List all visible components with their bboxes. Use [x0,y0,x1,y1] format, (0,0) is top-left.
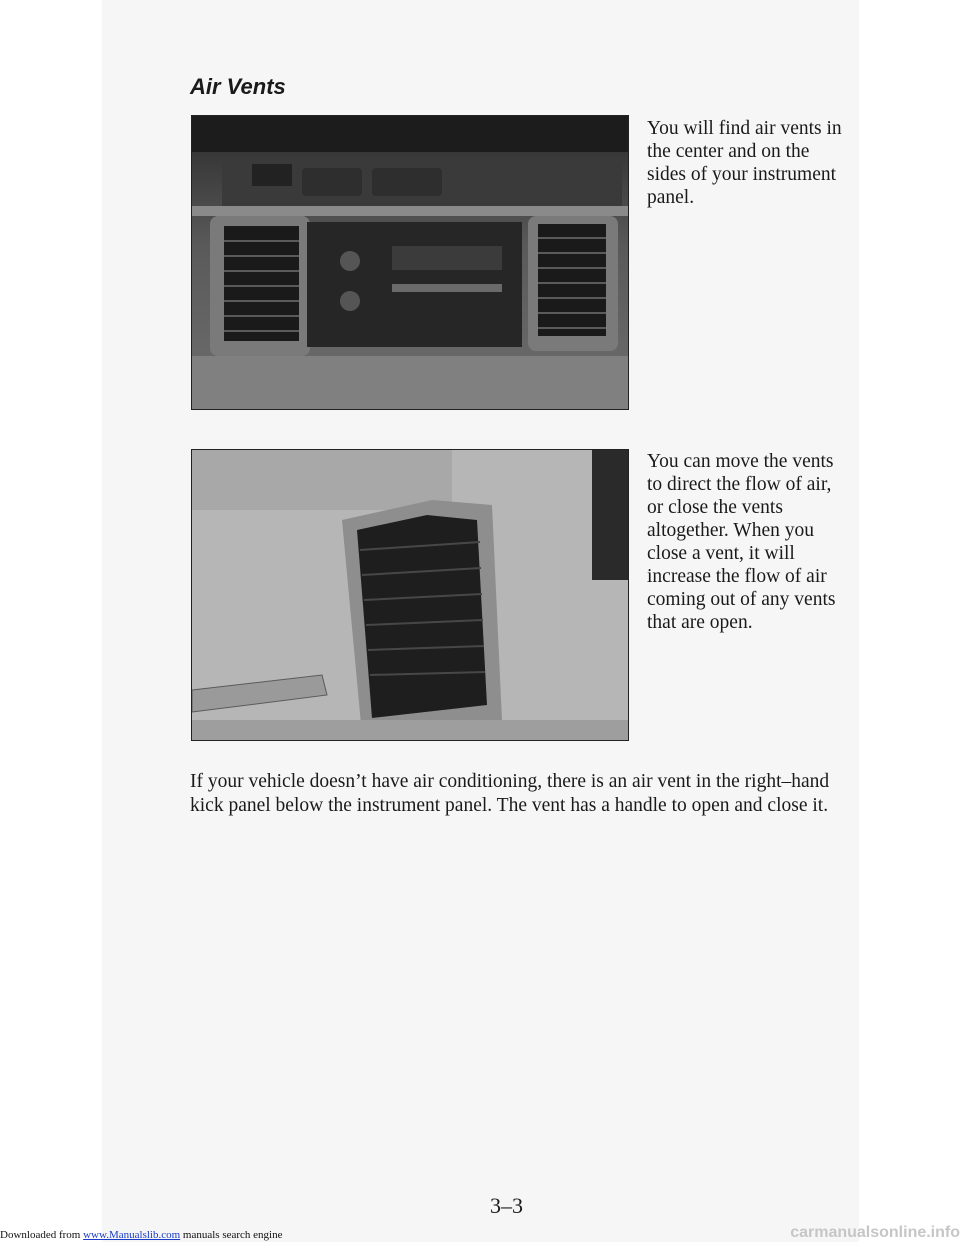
vents-location-text: You will find air vents in the center and on the sides of your instrument panel. [647,118,842,208]
side-vent-photo [191,449,629,741]
no-air-conditioning-text: If your vehicle doesn’t have air conditioning, there is an air vent in the right–hand kick panel below the instrument panel. The vent has a handle to open and close it. [190,771,830,816]
page-number: 3–3 [490,1193,523,1218]
instrument-panel-photo [191,115,629,410]
manualslib-link[interactable]: www.Manualslib.com [83,1229,181,1241]
vents-direction-text: You can move the vents to direct the flow of air, or close the vents altogether. When you close a vent, it will increase the flow of air coming out of any vents that are open. [647,451,836,633]
section-title: Air Vents [190,74,286,99]
footer-prefix: Downloaded from [0,1229,81,1241]
watermark: carmanualsonline.info [790,1224,960,1241]
footer-suffix: manuals search engine [182,1229,283,1241]
download-footer [0,1229,282,1241]
